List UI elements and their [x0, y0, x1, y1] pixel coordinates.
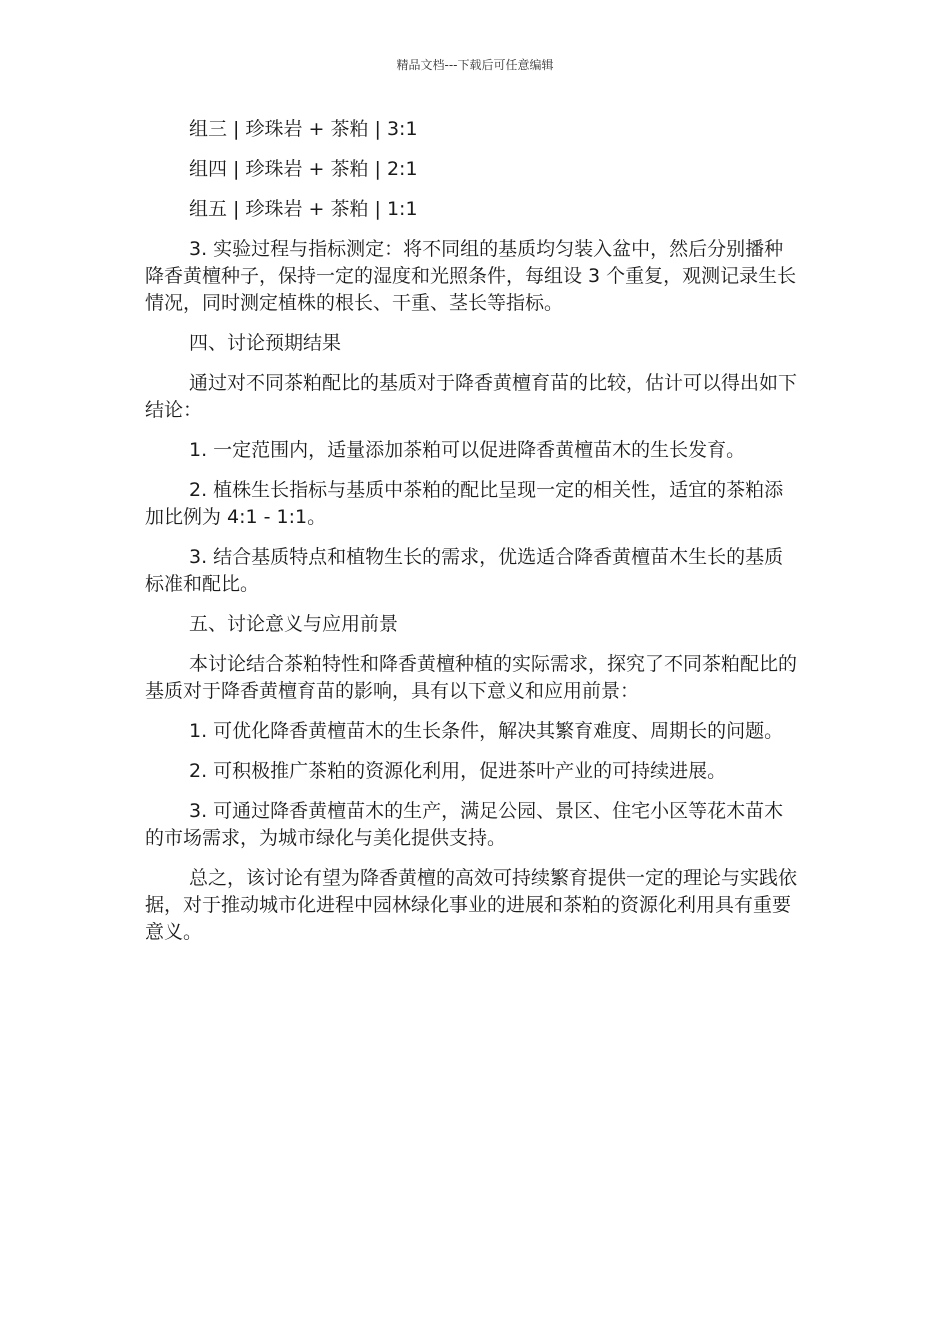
- expected-results-intro: 通过对不同茶粕配比的基质对于降香黄檀育苗的比较，估计可以得出如下结论：: [145, 372, 798, 421]
- section-heading-significance: 五、讨论意义与应用前景: [189, 613, 399, 635]
- conclusion-item-1: 1. 一定范围内，适量添加茶粕可以促进降香黄檀苗木的生长发育。: [189, 439, 746, 461]
- summary-paragraph: 总之，该讨论有望为降香黄檀的高效可持续繁育提供一定的理论与实践依据，对于推动城市化进程中园林绿化事业的进展和茶粕的资源化利用具有重要意义。: [145, 867, 798, 943]
- page-header: 精品文档---下载后可任意编辑: [396, 58, 554, 72]
- significance-item-3: 3. 可通过降香黄檀苗木的生产，满足公园、景区、住宅小区等花木苗木的市场需求，为城市绿化与美化提供支持。: [145, 800, 784, 849]
- conclusion-item-3: 3. 结合基质特点和植物生长的需求，优选适合降香黄檀苗木生长的基质标准和配比。: [145, 546, 784, 595]
- significance-item-2: 2. 可积极推广茶粕的资源化利用，促进茶叶产业的可持续进展。: [189, 760, 727, 782]
- table-row-group-4: 组四 | 珍珠岩 + 茶粕 | 2:1: [189, 158, 418, 180]
- conclusion-item-2: 2. 植株生长指标与基质中茶粕的配比呈现一定的相关性，适宜的茶粕添加比例为 4:1 - 1:1。: [145, 479, 784, 528]
- significance-item-1: 1. 可优化降香黄檀苗木的生长条件，解决其繁育难度、周期长的问题。: [189, 720, 784, 742]
- significance-intro: 本讨论结合茶粕特性和降香黄檀种植的实际需求，探究了不同茶粕配比的基质对于降香黄檀育苗的影响，具有以下意义和应用前景：: [145, 653, 798, 702]
- document-body: [145, 116, 800, 959]
- table-row-group-5: 组五 | 珍珠岩 + 茶粕 | 1:1: [189, 198, 418, 220]
- table-row-group-3: 组三 | 珍珠岩 + 茶粕 | 3:1: [189, 118, 418, 140]
- experiment-process-paragraph: 3. 实验过程与指标测定：将不同组的基质均匀装入盆中，然后分别播种降香黄檀种子，保持一定的湿度和光照条件，每组设 3 个重复，观测记录生长情况，同时测定植株的根长、干重、茎长等指标。: [145, 238, 797, 314]
- section-heading-expected-results: 四、讨论预期结果: [189, 332, 342, 354]
